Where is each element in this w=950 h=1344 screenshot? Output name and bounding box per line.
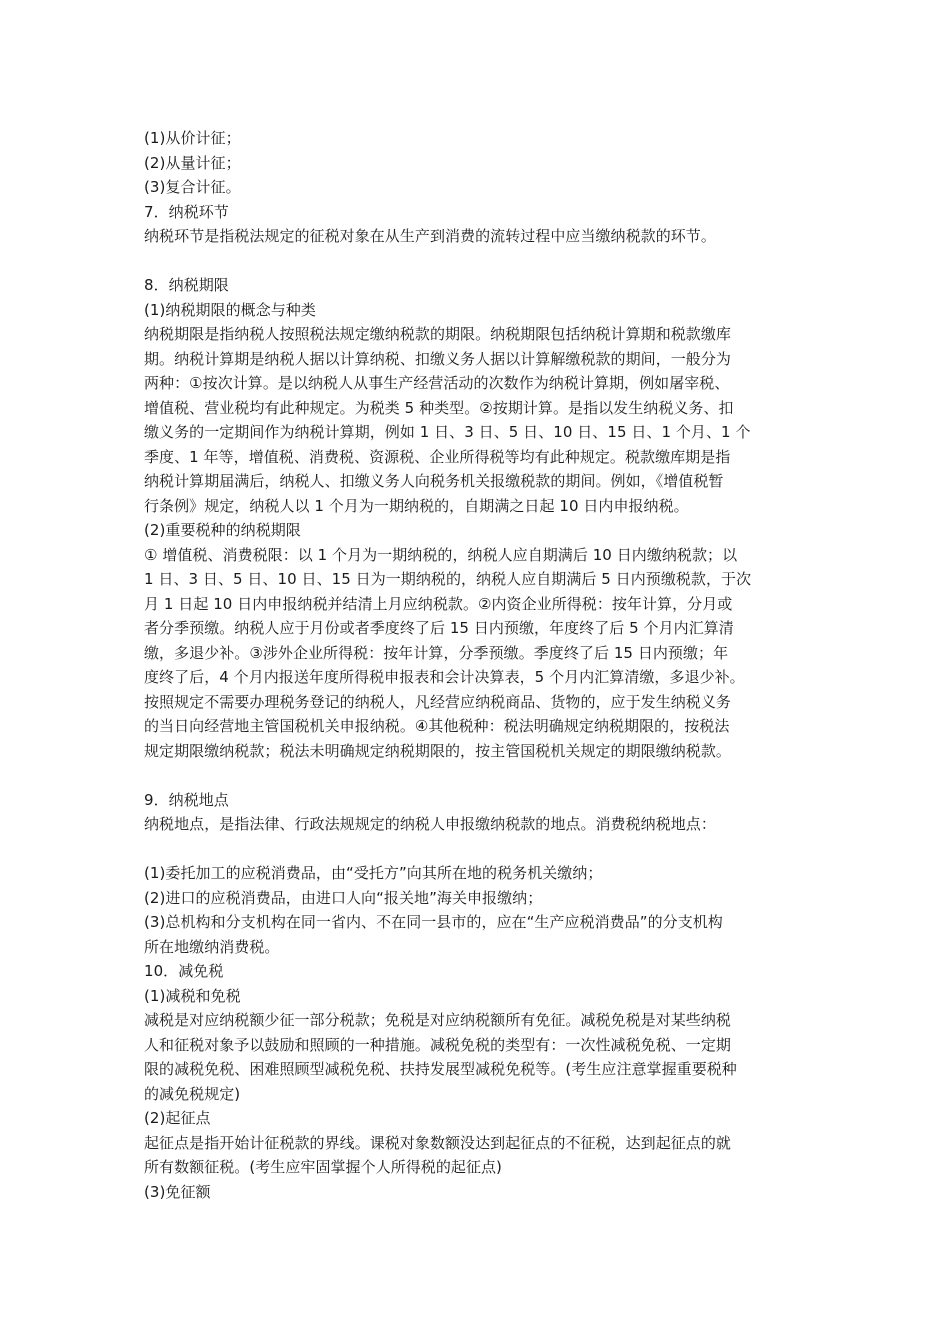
text-line: 人和征税对象予以鼓励和照顾的一种措施。减税免税的类型有：一次性减税免税、一定期 <box>144 1035 731 1054</box>
text-line: 纳税期限是指纳税人按照税法规定缴纳税款的期限。纳税期限包括纳税计算期和税款缴库 <box>144 325 731 343</box>
text-line: 者分季预缴。纳税人应于月份或者季度终了后 15 日内预缴，年度终了后 5 个月内汇算清 <box>144 619 734 637</box>
text-line: 8．纳税期限 <box>144 276 229 294</box>
blank-line <box>144 249 808 274</box>
text-line: 增值税、营业税均有此种规定。为税类 5 种类型。②按期计算。是指以发生纳税义务、扣 <box>144 398 734 417</box>
text-line: (2)起征点 <box>144 1109 211 1127</box>
text-line: (3)复合计征。 <box>144 178 241 196</box>
text-line: 按照规定不需要办理税务登记的纳税人，凡经营应纳税商品、货物的，应于发生纳税义务 <box>144 692 731 711</box>
text-line: 所在地缴纳消费税。 <box>144 937 280 956</box>
text-line: 7．纳税环节 <box>144 202 229 221</box>
text-line: 限的减税免税、困难照顾型减税免税、扶持发展型减税免税等。(考生应注意掌握重要税种 <box>144 1060 737 1078</box>
text-line: (1)从价计征； <box>144 129 241 147</box>
text-line: (1)减税和免税 <box>144 986 241 1005</box>
text-line: 10．减免税 <box>144 962 224 980</box>
text-line: 纳税地点，是指法律、行政法规规定的纳税人申报缴纳税款的地点。消费税纳税地点： <box>144 815 716 833</box>
text-line: 缴，多退少补。③涉外企业所得税：按年计算，分季预缴。季度终了后 15 日内预缴；年 <box>144 643 729 662</box>
text-line: 1 日、3 日、5 日、10 日、15 日为一期纳税的，纳税人应自期满后 5 日内预缴税款，于次 <box>144 570 752 588</box>
text-line: 季度、1 年等，增值税、消费税、资源税、企业所得税等均有此种规定。税款缴库期是指 <box>144 447 731 466</box>
text-line: 纳税环节是指税法规定的征税对象在从生产到消费的流转过程中应当缴纳税款的环节。 <box>144 227 716 245</box>
text-line: (2)重要税种的纳税期限 <box>144 521 301 539</box>
text-line: 缴义务的一定期间作为纳税计算期，例如 1 日、3 日、5 日、10 日、15 日、1 个月、1 个 <box>144 423 751 441</box>
blank-line <box>144 763 808 788</box>
text-line: (1)纳税期限的概念与种类 <box>144 300 316 319</box>
text-line: 起征点是指开始计征税款的界线。课税对象数额没达到起征点的不征税，达到起征点的就 <box>144 1133 731 1152</box>
text-line: 的当日向经营地主管国税机关申报纳税。④其他税种：税法明确规定纳税期限的，按税法 <box>144 717 730 735</box>
text-line: (3)总机构和分支机构在同一省内、不在同一县市的，应在“生产应税消费品”的分支机构 <box>144 913 723 931</box>
document-body <box>144 126 808 1204</box>
text-line: 的减免税规定) <box>144 1084 241 1103</box>
text-line: 期。纳税计算期是纳税人据以计算纳税、扣缴义务人据以计算解缴税款的期间，一般分为 <box>144 349 731 368</box>
text-line: 度终了后，4 个月内报送年度所得税申报表和会计决算表，5 个月内汇算清缴，多退少补。 <box>144 668 745 686</box>
blank-line <box>144 837 808 862</box>
text-line: 行条例》规定，纳税人以 1 个月为一期纳税的，自期满之日起 10 日内申报纳税。 <box>144 496 689 515</box>
text-line: 两种：①按次计算。是以纳税人从事生产经营活动的次数作为纳税计算期，例如屠宰税、 <box>144 374 730 392</box>
text-line: ① 增值税、消费税限：以 1 个月为一期纳税的，纳税人应自期满后 10 日内缴纳税款；以 <box>144 545 738 564</box>
text-line: 减税是对应纳税额少征一部分税款；免税是对应纳税额所有免征。减税免税是对某些纳税 <box>144 1011 731 1029</box>
text-line: (1)委托加工的应税消费品，由“受托方”向其所在地的税务机关缴纳； <box>144 864 603 882</box>
text-line: (3)免征额 <box>144 1182 211 1201</box>
text-line: (2)从量计征； <box>144 153 241 172</box>
text-line: 月 1 日起 10 日内申报纳税并结清上月应纳税款。②内资企业所得税：按年计算，分月或 <box>144 594 733 613</box>
text-line: 所有数额征税。(考生应牢固掌握个人所得税的起征点) <box>144 1158 502 1176</box>
text-line: (2)进口的应税消费品，由进口人向“报关地”海关申报缴纳； <box>144 888 543 907</box>
text-line: 规定期限缴纳税款；税法未明确规定纳税期限的，按主管国税机关规定的期限缴纳税款。 <box>144 741 731 760</box>
text-line: 9．纳税地点 <box>144 790 229 809</box>
text-line: 纳税计算期届满后，纳税人、扣缴义务人向税务机关报缴税款的期间。例如，《增值税暂 <box>144 472 724 490</box>
